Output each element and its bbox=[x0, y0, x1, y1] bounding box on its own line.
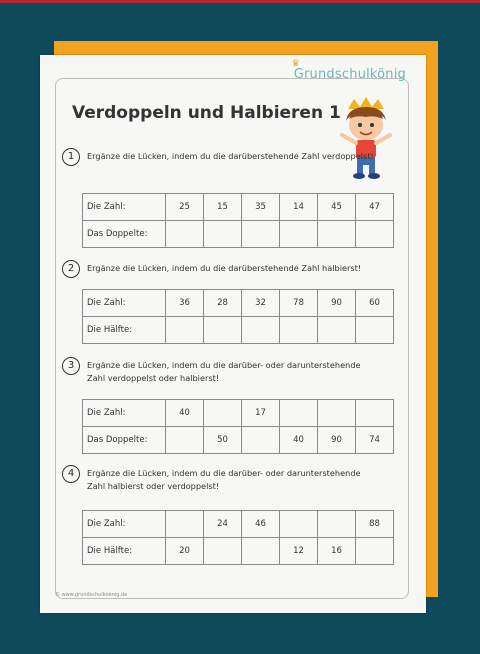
table-cell[interactable] bbox=[280, 511, 318, 538]
brand-logo bbox=[291, 59, 406, 82]
row-label: Die Hälfte: bbox=[83, 317, 166, 344]
row-label: Das Doppelte: bbox=[83, 427, 166, 454]
task-number: 1 bbox=[62, 148, 80, 166]
task-instruction: Ergänze die Lücken, indem du die darüberstehende Zahl verdoppelst! bbox=[87, 151, 374, 161]
table-cell[interactable] bbox=[242, 221, 280, 248]
task-instruction: Ergänze die Lücken, indem du die darüber- oder darunterstehende Zahl verdoppelst oder halbierst! bbox=[87, 360, 361, 383]
table-cell[interactable] bbox=[204, 221, 242, 248]
table-cell[interactable] bbox=[242, 427, 280, 454]
task-number: 3 bbox=[62, 357, 80, 375]
task-1-table bbox=[82, 193, 394, 248]
row-label: Die Zahl: bbox=[83, 290, 166, 317]
table-cell[interactable]: 36 bbox=[166, 290, 204, 317]
table-cell[interactable]: 14 bbox=[280, 194, 318, 221]
brand-name: Grundschulkönig bbox=[293, 67, 406, 82]
table-cell[interactable] bbox=[356, 400, 394, 427]
table-cell[interactable] bbox=[204, 317, 242, 344]
table-cell[interactable]: 28 bbox=[204, 290, 242, 317]
table-row bbox=[83, 221, 394, 248]
table-cell[interactable] bbox=[356, 221, 394, 248]
row-label: Die Zahl: bbox=[83, 194, 166, 221]
row-label: Die Zahl: bbox=[83, 511, 166, 538]
table-cell[interactable]: 88 bbox=[356, 511, 394, 538]
task-2-table bbox=[82, 289, 394, 344]
table-cell[interactable] bbox=[318, 400, 356, 427]
table-cell[interactable]: 40 bbox=[280, 427, 318, 454]
table-row bbox=[83, 511, 394, 538]
table-cell[interactable]: 32 bbox=[242, 290, 280, 317]
table-cell[interactable]: 35 bbox=[242, 194, 280, 221]
task-instruction: Ergänze die Lücken, indem du die darüber- oder darunterstehende Zahl halbierst oder verdoppelst! bbox=[87, 468, 361, 491]
table-cell[interactable]: 78 bbox=[280, 290, 318, 317]
table-cell[interactable]: 20 bbox=[166, 538, 204, 565]
table-cell[interactable]: 50 bbox=[204, 427, 242, 454]
table-cell[interactable] bbox=[280, 221, 318, 248]
table-cell[interactable]: 17 bbox=[242, 400, 280, 427]
task-number: 2 bbox=[62, 260, 80, 278]
table-cell[interactable] bbox=[166, 511, 204, 538]
table-cell[interactable]: 12 bbox=[280, 538, 318, 565]
table-cell[interactable] bbox=[166, 427, 204, 454]
task-3-table bbox=[82, 399, 394, 454]
page-title: Verdoppeln und Halbieren 1 bbox=[72, 103, 341, 123]
table-cell[interactable] bbox=[204, 400, 242, 427]
table-cell[interactable]: 45 bbox=[318, 194, 356, 221]
worksheet-page bbox=[40, 55, 426, 613]
row-label: Das Doppelte: bbox=[83, 221, 166, 248]
table-cell[interactable] bbox=[356, 317, 394, 344]
table-cell[interactable]: 46 bbox=[242, 511, 280, 538]
table-row bbox=[83, 317, 394, 344]
table-cell[interactable]: 24 bbox=[204, 511, 242, 538]
table-cell[interactable] bbox=[166, 221, 204, 248]
table-cell[interactable] bbox=[280, 317, 318, 344]
table-row bbox=[83, 194, 394, 221]
task-4-table bbox=[82, 510, 394, 565]
table-row bbox=[83, 400, 394, 427]
table-cell[interactable] bbox=[166, 317, 204, 344]
task-number: 4 bbox=[62, 465, 80, 483]
top-edge-stripe bbox=[0, 0, 480, 3]
table-cell[interactable] bbox=[280, 400, 318, 427]
table-cell[interactable] bbox=[318, 317, 356, 344]
table-cell[interactable]: 40 bbox=[166, 400, 204, 427]
table-row bbox=[83, 427, 394, 454]
task-instruction: Ergänze die Lücken, indem du die darüberstehende Zahl halbierst! bbox=[87, 263, 362, 273]
table-cell[interactable]: 90 bbox=[318, 427, 356, 454]
table-cell[interactable]: 74 bbox=[356, 427, 394, 454]
table-cell[interactable]: 16 bbox=[318, 538, 356, 565]
table-cell[interactable]: 47 bbox=[356, 194, 394, 221]
table-cell[interactable]: 25 bbox=[166, 194, 204, 221]
table-cell[interactable]: 90 bbox=[318, 290, 356, 317]
footer-copyright: © www.grundschulkoenig.de bbox=[55, 592, 128, 598]
row-label: Die Zahl: bbox=[83, 400, 166, 427]
table-row bbox=[83, 290, 394, 317]
table-cell[interactable] bbox=[318, 511, 356, 538]
table-cell[interactable] bbox=[242, 317, 280, 344]
crown-icon: ♛ bbox=[291, 59, 300, 69]
king-boy-illustration bbox=[328, 97, 404, 185]
table-cell[interactable] bbox=[204, 538, 242, 565]
table-cell[interactable] bbox=[356, 538, 394, 565]
table-cell[interactable]: 60 bbox=[356, 290, 394, 317]
table-cell[interactable]: 15 bbox=[204, 194, 242, 221]
table-row bbox=[83, 538, 394, 565]
table-cell[interactable] bbox=[242, 538, 280, 565]
table-cell[interactable] bbox=[318, 221, 356, 248]
row-label: Die Hälfte: bbox=[83, 538, 166, 565]
